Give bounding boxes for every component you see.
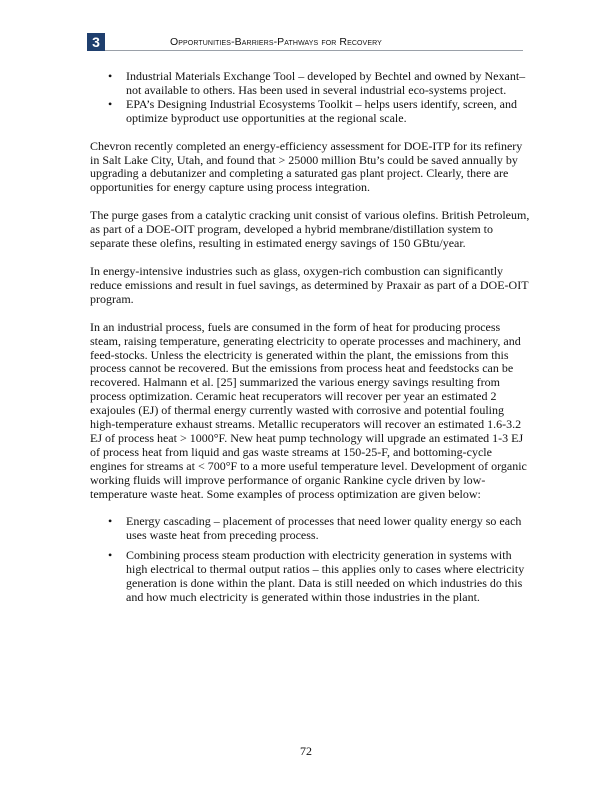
list-item: [90, 98, 530, 126]
list-item-text: Combining process steam production with electricity generation in systems with high electrical to thermal output ratios – this applies only to cases where electricity generation is done within the plant. Data is still needed on which industries do this and how much electricity is generated within those industries in the plant.: [126, 548, 525, 604]
paragraph-chevron: Chevron recently completed an energy-efficiency assessment for DOE-ITP for its refinery in Salt Lake City, Utah, and found that > 25000 million Btu’s could be saved annually by upgrading a debutanizer and completing a saturated gas plant project. Clearly, there are opportunities for energy capture using process integration.: [90, 138, 523, 195]
bullet-icon: •: [108, 69, 113, 83]
bullet-icon: •: [108, 96, 113, 111]
chapter-number-badge: 3: [87, 33, 105, 51]
bullet-list-tools: [90, 70, 530, 126]
header-divider: [105, 50, 523, 51]
bullet-icon: •: [108, 548, 113, 563]
list-item-text: Energy cascading – placement of processes that need lower quality energy so each uses waste heat from preceding process.: [126, 514, 522, 543]
list-item-text: EPA’s Designing Industrial Ecosystems Toolkit – helps users identify, screen, and optimize byproduct use opportunities at the regional scale.: [126, 96, 518, 125]
paragraph-purge-gases: The purge gases from a catalytic cracking unit consist of various olefins. British Petroleum, as part of a DOE-OIT program, developed a hybrid membrane/distillation system to separate these olefins, resulting in estimated energy savings of 150 GBtu/year.: [90, 208, 530, 251]
list-item-text: Industrial Materials Exchange Tool – developed by Bechtel and owned by Nexant– not available to others. Has been used in several industrial eco-systems project.: [126, 69, 526, 97]
list-item: [90, 70, 530, 98]
bullet-list-optimization: [90, 515, 530, 604]
page-number: 72: [300, 744, 312, 758]
page-body: [90, 70, 530, 619]
list-item: [90, 515, 530, 543]
list-item: [90, 549, 530, 605]
running-header-title: Opportunities-Barriers-Pathways for Recovery: [170, 36, 382, 48]
paragraph-industrial-process: In an industrial process, fuels are consumed in the form of heat for producing process steam, raising temperature, generating electricity to operate processes and machinery, and feed-stocks. Unless the electricity is generated within the plant, the emissions from this process cannot be recovered. But the emissions from process heat and feedstocks can be recovered. Halmann et al. [25] summarized the various energy savings resulting from process optimization. Ceramic heat recuperators will recover per year an estimated 2 exajoules (EJ) of thermal energy currently wasted with corrosive and potential fouling high-temperature exhaust streams. Metallic recuperators will recover an estimated 1.6-3.2 EJ of process heat > 1000°F. New heat pump technology will upgrade an estimated 1-3 EJ of process heat from liquid and gas waste streams at 150-25-F, and bottoming-cycle engines for streams at < 700°F to a more useful temperature level. Development of organic working fluids will improve performance of organic Rankine cycle driven by low-temperature waste heat. Some examples of process optimization are given below:: [90, 319, 527, 501]
paragraph-oxygen-combustion: In energy-intensive industries such as glass, oxygen-rich combustion can significantly reduce emissions and result in fuel savings, as determined by Praxair as part of a DOE-OIT program.: [90, 263, 529, 306]
bullet-icon: •: [108, 514, 113, 529]
